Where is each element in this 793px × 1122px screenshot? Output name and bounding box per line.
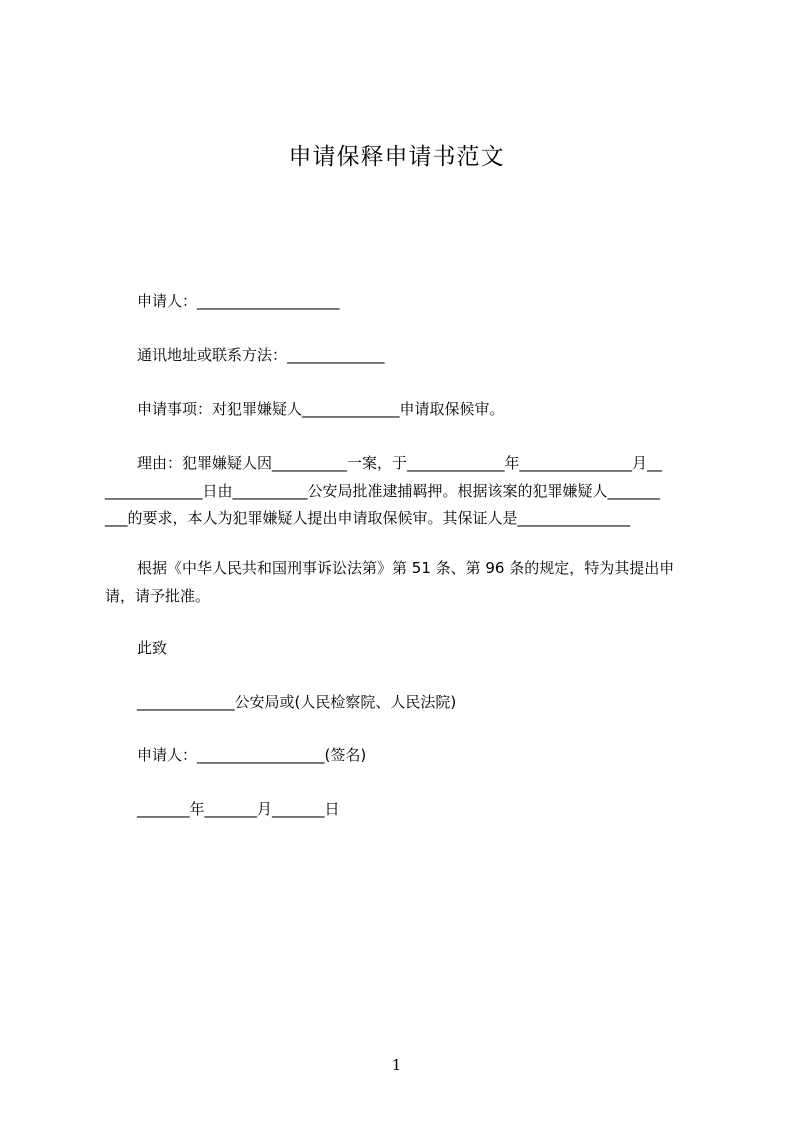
reason-line-2: _____________日由__________公安局批准逮捕羁押。根据该案的犯罪嫌疑人_______	[105, 482, 661, 500]
signature-line: 申请人：_________________(签名)	[137, 746, 367, 764]
page-number: 1	[391, 1056, 402, 1074]
applicant-line: 申请人：___________________	[137, 292, 340, 310]
basis-line-2: 请，请予批准。	[105, 587, 211, 605]
contact-line: 通讯地址或联系方法：_____________	[137, 346, 385, 364]
document-title: 申请保释申请书范文	[288, 144, 505, 170]
date-line: _______年_______月_______日	[137, 800, 340, 818]
basis-line-1: 根据《中华人民共和国刑事诉讼法第》第 51 条、第 96 条的规定，特为其提出申	[137, 559, 675, 577]
salutation-line: 此致	[137, 639, 168, 657]
recipient-line: _____________公安局或(人民检察院、人民法院)	[137, 693, 457, 711]
reason-line-1: 理由：犯罪嫌疑人因__________一案，于_____________年_______________月__	[137, 454, 663, 472]
matter-line: 申请事项：对犯罪嫌疑人_____________申请取保候审。	[137, 400, 505, 418]
reason-line-3: ___的要求，本人为犯罪嫌疑人提出申请取保候审。其保证人是_______________	[105, 509, 631, 527]
